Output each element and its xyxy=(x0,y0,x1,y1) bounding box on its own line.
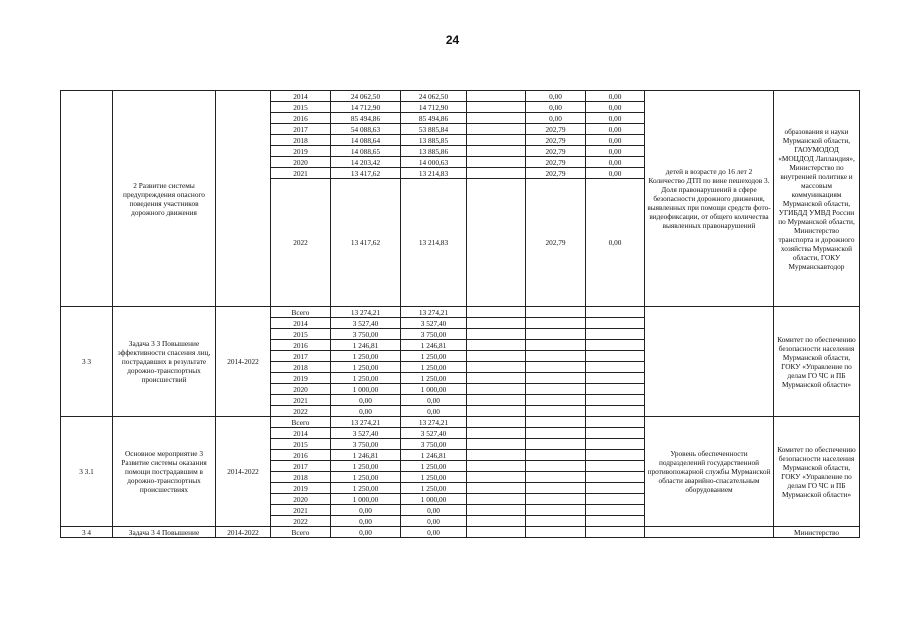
budget-cell: 1 250,00 xyxy=(401,483,467,494)
total-cell: 54 088,63 xyxy=(331,124,401,135)
total-cell: 3 750,00 xyxy=(331,329,401,340)
year-cell: 2017 xyxy=(271,351,331,362)
empty-cell xyxy=(467,91,526,102)
year-cell: 2014 xyxy=(271,91,331,102)
empty-cell xyxy=(586,351,645,362)
empty-cell xyxy=(467,329,526,340)
empty-cell xyxy=(526,450,586,461)
task-name: Задача 3 3 Повышение эффективности спасения лиц, пострадавших в результате дорожно-транспортных происшествий xyxy=(113,307,216,417)
year-cell: 2019 xyxy=(271,146,331,157)
task-name: Задача 3 4 Повышение xyxy=(113,527,216,538)
year-cell: 2015 xyxy=(271,329,331,340)
empty-cell xyxy=(526,307,586,318)
total-cell: 0,00 xyxy=(331,395,401,406)
year-cell: 2022 xyxy=(271,516,331,527)
total-cell: 14 088,64 xyxy=(331,135,401,146)
empty-cell xyxy=(467,439,526,450)
empty-cell xyxy=(526,395,586,406)
year-cell: Всего xyxy=(271,307,331,318)
empty-cell xyxy=(526,351,586,362)
empty-cell xyxy=(586,340,645,351)
value-cell: 202,79 xyxy=(526,157,586,168)
total-cell: 24 062,50 xyxy=(331,91,401,102)
year-cell: 2020 xyxy=(271,157,331,168)
empty-cell xyxy=(467,417,526,428)
year-cell: 2019 xyxy=(271,483,331,494)
total-cell: 13 274,21 xyxy=(331,307,401,318)
empty-cell xyxy=(586,428,645,439)
empty-cell xyxy=(526,516,586,527)
empty-cell xyxy=(526,417,586,428)
empty-cell xyxy=(526,373,586,384)
budget-cell: 3 750,00 xyxy=(401,329,467,340)
total-cell: 1 250,00 xyxy=(331,351,401,362)
empty-cell xyxy=(586,373,645,384)
year-cell: 2016 xyxy=(271,340,331,351)
empty-cell xyxy=(526,527,586,538)
year-cell: 2022 xyxy=(271,406,331,417)
total-cell: 1 250,00 xyxy=(331,483,401,494)
budget-cell: 1 250,00 xyxy=(401,472,467,483)
year-cell: 2017 xyxy=(271,124,331,135)
empty-cell xyxy=(526,428,586,439)
indicators-cell xyxy=(645,307,774,417)
budget-cell: 24 062,50 xyxy=(401,91,467,102)
indicators-cell: Уровень обеспеченности подразделений государственной противопожарной службы Мурманской области аварийно-спасательным оборудованием xyxy=(645,417,774,527)
budget-cell: 1 246,81 xyxy=(401,450,467,461)
year-cell: 2016 xyxy=(271,113,331,124)
total-cell: 1 250,00 xyxy=(331,472,401,483)
budget-cell: 1 246,81 xyxy=(401,340,467,351)
empty-cell xyxy=(526,384,586,395)
budget-cell: 85 494,86 xyxy=(401,113,467,124)
year-cell: Всего xyxy=(271,527,331,538)
year-cell: 2019 xyxy=(271,373,331,384)
value-cell: 0,00 xyxy=(526,102,586,113)
budget-cell: 0,00 xyxy=(401,505,467,516)
executors-cell: Комитет по обеспечению безопасности населения Мурманской области, ГОКУ «Управление по делам ГО ЧС и ПБ Мурманской области» xyxy=(774,307,860,417)
budget-cell: 3 527,40 xyxy=(401,428,467,439)
budget-cell: 53 885,84 xyxy=(401,124,467,135)
empty-cell xyxy=(467,157,526,168)
budget-cell: 1 000,00 xyxy=(401,384,467,395)
total-cell: 14 088,65 xyxy=(331,146,401,157)
empty-cell xyxy=(467,124,526,135)
empty-cell xyxy=(467,406,526,417)
empty-cell xyxy=(467,516,526,527)
year-cell: 2021 xyxy=(271,168,331,179)
empty-cell xyxy=(467,113,526,124)
empty-cell xyxy=(586,505,645,516)
empty-cell xyxy=(467,362,526,373)
empty-cell xyxy=(586,483,645,494)
total-cell: 13 274,21 xyxy=(331,417,401,428)
budget-cell: 13 214,83 xyxy=(401,168,467,179)
empty-cell xyxy=(586,450,645,461)
budget-cell: 3 527,40 xyxy=(401,318,467,329)
budget-cell: 3 750,00 xyxy=(401,439,467,450)
budget-cell: 13 214,83 xyxy=(401,179,467,307)
total-cell: 1 250,00 xyxy=(331,362,401,373)
budget-cell: 14 712,90 xyxy=(401,102,467,113)
empty-cell xyxy=(467,483,526,494)
total-cell: 13 417,62 xyxy=(331,179,401,307)
empty-cell xyxy=(586,527,645,538)
budget-cell: 1 250,00 xyxy=(401,362,467,373)
empty-cell xyxy=(467,307,526,318)
total-cell: 3 527,40 xyxy=(331,428,401,439)
total-cell: 0,00 xyxy=(331,516,401,527)
budget-cell: 0,00 xyxy=(401,406,467,417)
value-cell: 0,00 xyxy=(586,91,645,102)
year-cell: 2015 xyxy=(271,439,331,450)
empty-cell xyxy=(586,329,645,340)
empty-cell xyxy=(467,505,526,516)
value-cell: 0,00 xyxy=(586,168,645,179)
total-cell: 14 203,42 xyxy=(331,157,401,168)
empty-cell xyxy=(586,472,645,483)
empty-cell xyxy=(467,373,526,384)
value-cell: 202,79 xyxy=(526,135,586,146)
activity-name: 2 Развитие системы предупреждения опасного поведения участников дорожного движения xyxy=(113,91,216,307)
period-cell: 2014-2022 xyxy=(216,307,271,417)
activity-name: Основное мероприятие 3 Развитие системы оказания помощи пострадавшим в дорожно-транспортных происшествиях xyxy=(113,417,216,527)
year-cell: 2014 xyxy=(271,318,331,329)
empty-cell xyxy=(526,472,586,483)
year-cell: 2018 xyxy=(271,472,331,483)
total-cell: 1 250,00 xyxy=(331,461,401,472)
empty-cell xyxy=(467,472,526,483)
budget-cell: 13 885,85 xyxy=(401,135,467,146)
total-cell: 0,00 xyxy=(331,505,401,516)
year-cell: 2020 xyxy=(271,494,331,505)
empty-cell xyxy=(467,179,526,307)
budget-cell: 1 250,00 xyxy=(401,351,467,362)
value-cell: 0,00 xyxy=(586,113,645,124)
total-cell: 1 250,00 xyxy=(331,373,401,384)
empty-cell xyxy=(467,494,526,505)
value-cell: 0,00 xyxy=(586,146,645,157)
total-cell: 1 000,00 xyxy=(331,494,401,505)
year-cell: 2018 xyxy=(271,362,331,373)
total-cell: 3 527,40 xyxy=(331,318,401,329)
budget-cell: 14 000,63 xyxy=(401,157,467,168)
empty-cell xyxy=(467,527,526,538)
empty-cell xyxy=(586,461,645,472)
executors-cell: образования и науки Мурманской области, ГАОУМОДОД «МОЦДОД Лапландия», Министерство по внутренней политике и массовым коммуникациям Мурманской области, УГИБДД УМВД России по Мурманской области, Министерство транспорта и дорожного хозяйства Мурманской области, ГОКУ Мурманскавтодор xyxy=(774,91,860,307)
year-cell: 2018 xyxy=(271,135,331,146)
empty-cell xyxy=(467,384,526,395)
indicators-cell: детей в возрасте до 16 лет 2 Количество ДТП по вине пешеходов 3. Доля правонарушений в сфере безопасности дорожного движения, выявленных при помощи средств фото-видеофиксации, от общего количества выявленных правонарушений xyxy=(645,91,774,307)
program-table xyxy=(60,90,860,538)
empty-cell xyxy=(467,450,526,461)
year-cell: 2016 xyxy=(271,450,331,461)
budget-cell: 13 885,86 xyxy=(401,146,467,157)
budget-cell: 13 274,21 xyxy=(401,307,467,318)
total-cell: 14 712,90 xyxy=(331,102,401,113)
period-cell: 2014-2022 xyxy=(216,527,271,538)
budget-cell: 0,00 xyxy=(401,395,467,406)
empty-cell xyxy=(526,362,586,373)
empty-cell xyxy=(586,439,645,450)
value-cell: 0,00 xyxy=(586,124,645,135)
total-cell: 1 246,81 xyxy=(331,450,401,461)
empty-cell xyxy=(586,417,645,428)
total-cell: 13 417,62 xyxy=(331,168,401,179)
row-number-cell: 3 3 xyxy=(61,307,113,417)
empty-cell xyxy=(467,461,526,472)
empty-cell xyxy=(526,494,586,505)
empty-cell xyxy=(467,318,526,329)
year-cell: 2017 xyxy=(271,461,331,472)
budget-cell: 0,00 xyxy=(401,516,467,527)
executors-cell: Комитет по обеспечению безопасности населения Мурманской области, ГОКУ «Управление по делам ГО ЧС и ПБ Мурманской области» xyxy=(774,417,860,527)
year-cell: 2014 xyxy=(271,428,331,439)
budget-cell: 1 250,00 xyxy=(401,461,467,472)
empty-cell xyxy=(526,329,586,340)
year-cell: Всего xyxy=(271,417,331,428)
budget-cell: 0,00 xyxy=(401,527,467,538)
empty-cell xyxy=(467,395,526,406)
total-cell: 3 750,00 xyxy=(331,439,401,450)
empty-cell xyxy=(586,307,645,318)
year-cell: 2015 xyxy=(271,102,331,113)
row-number-cell xyxy=(61,91,113,307)
empty-cell xyxy=(526,483,586,494)
total-cell: 0,00 xyxy=(331,406,401,417)
empty-cell xyxy=(526,340,586,351)
row-number-cell: 3 4 xyxy=(61,527,113,538)
table-row xyxy=(61,91,860,102)
empty-cell xyxy=(467,351,526,362)
indicators-cell xyxy=(645,527,774,538)
empty-cell xyxy=(467,102,526,113)
empty-cell xyxy=(586,362,645,373)
value-cell: 0,00 xyxy=(586,102,645,113)
period-cell xyxy=(216,91,271,307)
executors-cell: Министерство xyxy=(774,527,860,538)
value-cell: 202,79 xyxy=(526,179,586,307)
empty-cell xyxy=(526,406,586,417)
budget-cell: 1 000,00 xyxy=(401,494,467,505)
total-cell: 0,00 xyxy=(331,527,401,538)
empty-cell xyxy=(467,428,526,439)
empty-cell xyxy=(586,384,645,395)
table-row xyxy=(61,307,860,318)
budget-cell: 13 274,21 xyxy=(401,417,467,428)
total-cell: 85 494,86 xyxy=(331,113,401,124)
empty-cell xyxy=(526,318,586,329)
empty-cell xyxy=(586,494,645,505)
value-cell: 0,00 xyxy=(586,135,645,146)
value-cell: 0,00 xyxy=(586,157,645,168)
period-cell: 2014-2022 xyxy=(216,417,271,527)
empty-cell xyxy=(586,406,645,417)
table-row xyxy=(61,417,860,428)
total-cell: 1 246,81 xyxy=(331,340,401,351)
table-row xyxy=(61,527,860,538)
year-cell: 2022 xyxy=(271,179,331,307)
empty-cell xyxy=(526,461,586,472)
value-cell: 0,00 xyxy=(586,179,645,307)
empty-cell xyxy=(467,340,526,351)
value-cell: 202,79 xyxy=(526,168,586,179)
total-cell: 1 000,00 xyxy=(331,384,401,395)
value-cell: 0,00 xyxy=(526,113,586,124)
empty-cell xyxy=(526,505,586,516)
page-number: 24 xyxy=(445,33,460,47)
empty-cell xyxy=(467,135,526,146)
empty-cell xyxy=(467,146,526,157)
row-number-cell: 3 3.1 xyxy=(61,417,113,527)
empty-cell xyxy=(586,395,645,406)
year-cell: 2021 xyxy=(271,505,331,516)
value-cell: 0,00 xyxy=(526,91,586,102)
empty-cell xyxy=(586,318,645,329)
value-cell: 202,79 xyxy=(526,124,586,135)
year-cell: 2020 xyxy=(271,384,331,395)
empty-cell xyxy=(586,516,645,527)
budget-cell: 1 250,00 xyxy=(401,373,467,384)
empty-cell xyxy=(526,439,586,450)
year-cell: 2021 xyxy=(271,395,331,406)
value-cell: 202,79 xyxy=(526,146,586,157)
empty-cell xyxy=(467,168,526,179)
